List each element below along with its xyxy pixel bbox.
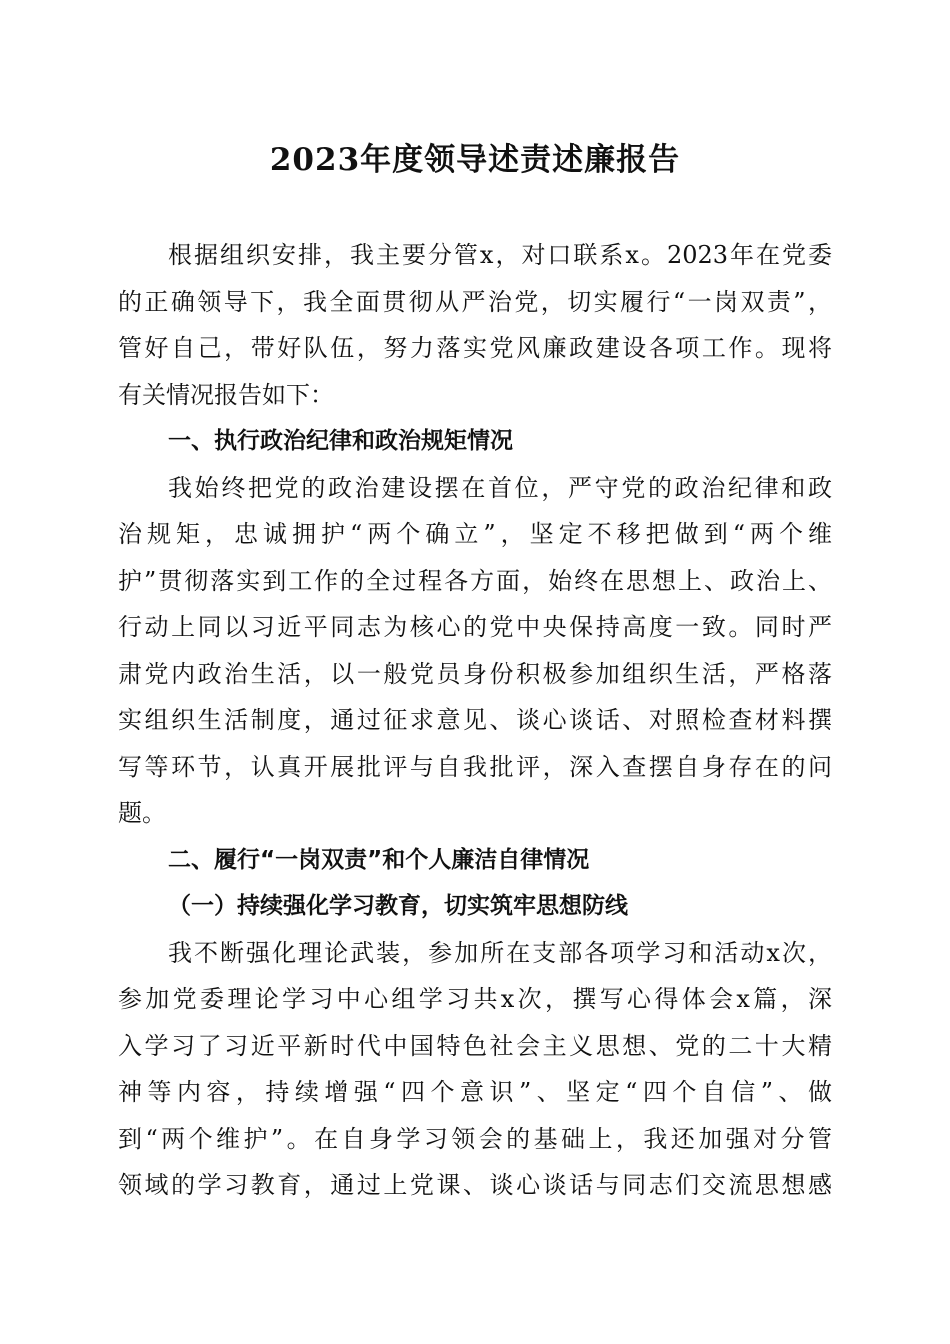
- paragraph-line: 入学习了习近平新时代中国特色社会主义思想、党的二十大精: [118, 1031, 832, 1060]
- subsection-heading: （一）持续强化学习教育，切实筑牢思想防线: [168, 892, 628, 919]
- paragraph-line: 根据组织安排，我主要分管x，对口联系x。2023年在党委: [168, 241, 832, 269]
- paragraph-line: 参加党委理论学习中心组学习共x次，撰写心得体会x篇，深: [118, 985, 832, 1013]
- paragraph-line: 题。: [118, 799, 166, 827]
- paragraph-line: 领域的学习教育，通过上党课、谈心谈话与同志们交流思想感: [118, 1171, 832, 1199]
- paragraph-line: 有关情况报告如下：: [118, 380, 334, 409]
- paragraph-line: 的正确领导下，我全面贯彻从严治党，切实履行“一岗双责”，: [118, 287, 832, 316]
- paragraph-line: 治规矩，忠诚拥护“两个确立”，坚定不移把做到“两个维: [118, 520, 832, 548]
- paragraph-line: 肃党内政治生活，以一般党员身份积极参加组织生活，严格落: [118, 659, 832, 688]
- paragraph-line: 到“两个维护”。在自身学习领会的基础上，我还加强对分管: [118, 1124, 832, 1153]
- document-title: 2023年度领导述责述廉报告: [269, 142, 681, 178]
- paragraph-line: 我不断强化理论武装，参加所在支部各项学习和活动x次，: [168, 938, 832, 967]
- document-body: [118, 232, 832, 1209]
- paragraph-line: 管好自己，带好队伍，努力落实党风廉政建设各项工作。现将: [118, 334, 832, 362]
- section-heading: 一、执行政治纪律和政治规矩情况: [168, 428, 513, 454]
- paragraph-line: 实组织生活制度，通过征求意见、谈心谈话、对照检查材料撰: [118, 706, 832, 734]
- paragraph-line: 神等内容，持续增强“四个意识”、坚定“四个自信”、做: [118, 1078, 832, 1106]
- paragraph-line: 写等环节，认真开展批评与自我批评，深入查摆自身存在的问: [118, 752, 832, 781]
- section-heading: 二、履行“一岗双责”和个人廉洁自律情况: [168, 846, 590, 873]
- paragraph-line: 我始终把党的政治建设摆在首位，严守党的政治纪律和政: [168, 473, 832, 502]
- paragraph-line: 护”贯彻落实到工作的全过程各方面，始终在思想上、政治上、: [118, 566, 832, 595]
- paragraph-line: 行动上同以习近平同志为核心的党中央保持高度一致。同时严: [118, 613, 832, 641]
